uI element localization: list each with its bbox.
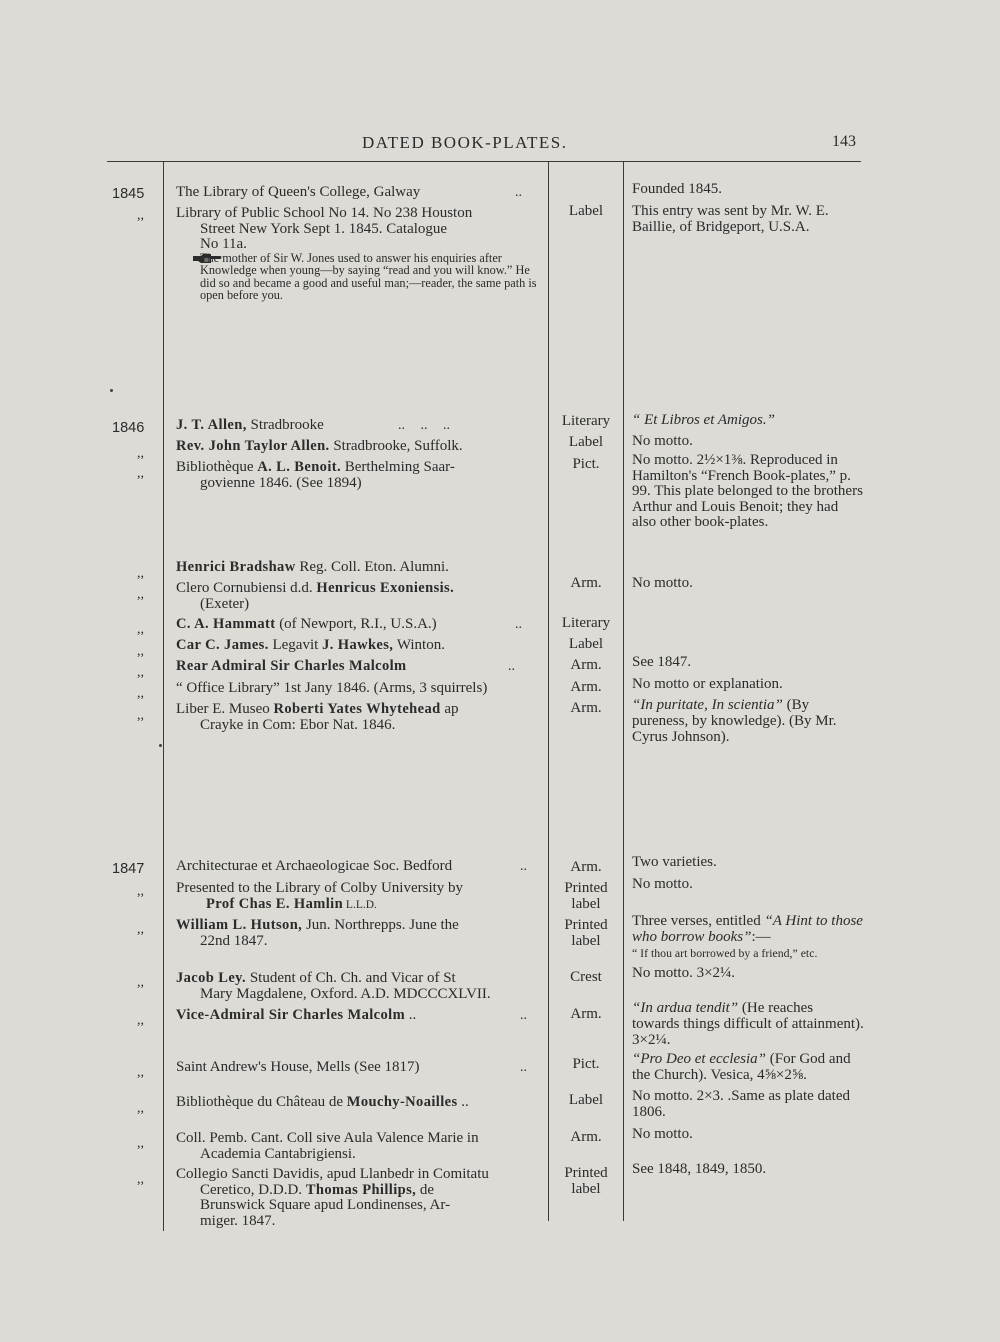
entry-remarks: No motto. 2×3. .Same as plate dated 1806. <box>632 1088 850 1120</box>
entry-description <box>176 918 538 949</box>
entry-text: Winton. <box>393 637 445 653</box>
kind-line: label <box>571 933 601 949</box>
entry-text: Stradbrooke, Suffolk. <box>329 438 463 454</box>
leader-dots: .. <box>520 1060 527 1075</box>
column-divider-remarks <box>623 161 624 1221</box>
entry-text: Berthelming Saar- <box>341 459 455 475</box>
entry-name: Henricus Exoniensis. <box>316 580 455 596</box>
ditto-mark: ,, <box>137 708 144 723</box>
entry-text: Bibliothèque <box>176 459 258 475</box>
leader-dots: .. .. .. <box>398 418 450 433</box>
entry-text: Jun. Northrepps. June the <box>302 917 459 933</box>
entry-text: Ceretico, D.D.D. <box>200 1181 306 1198</box>
desc-line: Street New York Sept 1. 1845. Catalogue <box>200 220 448 237</box>
entry-remarks: Two varieties. <box>632 854 717 870</box>
kind-line: Printed <box>564 917 608 933</box>
entry-remarks: No motto. <box>632 433 693 449</box>
remarks-verse: “ If thou art borrowed by a friend,” etc. <box>632 946 818 960</box>
entry-remarks: This entry was sent by Mr. W. E. Baillie, of Bridgeport, U.S.A. <box>632 203 829 235</box>
entry-kind: Arm. <box>570 657 602 673</box>
entry-kind <box>556 917 616 949</box>
column-divider-year <box>163 161 164 1231</box>
ditto-mark: ,, <box>137 446 144 461</box>
entry-description <box>176 1131 538 1162</box>
footnote: The mother of Sir W. Jones used to answer his enquiries after Knowledge when young—by saying “read and you will know.” He did so and became a good and useful man;—reader, the same path is open before you. <box>200 251 537 303</box>
year-label: 1845 <box>112 186 145 202</box>
ditto-mark: ,, <box>137 1013 144 1028</box>
ditto-mark: ,, <box>137 466 144 481</box>
motto: “Pro Deo et ecclesia” <box>632 1051 766 1067</box>
entry-remarks: No motto. 2½×1⅜. Reproduced in Hamilton's “French Book-plates,” p. 99. This plate belonged to the brothers Arthur and Louis Benoit; they had also other book-plates. <box>632 452 863 531</box>
entry-name: Rear Admiral Sir Charles Malcolm <box>176 658 407 674</box>
entry-text: ap <box>440 701 459 717</box>
entry-description <box>176 881 538 913</box>
entry-description <box>176 206 538 253</box>
entry-kind: Literary <box>561 615 611 631</box>
entry-remarks <box>632 913 864 961</box>
entry-kind: Arm. <box>570 859 602 875</box>
ditto-mark: ,, <box>137 686 144 701</box>
kind-line: label <box>571 896 601 912</box>
ditto-mark: ,, <box>137 644 144 659</box>
ditto-mark: ,, <box>137 1065 144 1080</box>
entry-remarks: No motto. <box>632 876 693 892</box>
desc-line: (Exeter) <box>200 595 250 612</box>
desc-line: Collegio Sancti Davidis, apud Llanbedr in Comitatu <box>176 1166 489 1182</box>
ditto-mark: ,, <box>137 884 144 899</box>
kind-line: Printed <box>564 880 608 896</box>
desc-line: miger. 1847. <box>200 1212 276 1229</box>
entry-remarks <box>632 697 864 745</box>
remarks-text: (By pureness, by knowledge). (By Mr. Cyrus Johnson). <box>632 697 837 745</box>
entry-name: Henrici Bradshaw <box>176 559 296 575</box>
entry-description <box>176 617 538 633</box>
leader-dots: .. <box>515 185 522 200</box>
entry-remarks: Founded 1845. <box>632 181 722 197</box>
entry-description: “ Office Library” 1st Jany 1846. (Arms, 3 squirrels) <box>176 680 488 696</box>
entry-description: Saint Andrew's House, Mells (See 1817) <box>176 1059 420 1075</box>
desc-line: Academia Cantabrigiensi. <box>200 1145 356 1162</box>
remarks-text: (He reaches towards things difficult of attainment). 3×2¼. <box>632 1000 864 1048</box>
kind-line: Printed <box>564 1165 608 1181</box>
desc-line: Brunswick Square apud Londinenses, Ar- <box>200 1197 451 1214</box>
motto: “ Et Libros et Amigos.” <box>632 412 775 428</box>
entry-text: .. <box>457 1094 469 1110</box>
entry-text: Student of Ch. Ch. and Vicar of St <box>246 970 456 986</box>
entry-description <box>176 1095 538 1111</box>
entry-remarks <box>632 1051 864 1083</box>
entry-remarks: No motto. <box>632 1126 693 1142</box>
entry-text: Legavit <box>268 637 323 653</box>
ditto-mark: ,, <box>137 587 144 602</box>
entry-remarks: No motto or explanation. <box>632 676 783 692</box>
entry-name: J. T. Allen, <box>176 417 247 433</box>
entry-description <box>176 560 538 576</box>
leader-dots: .. <box>515 617 522 632</box>
remarks-text: :— <box>751 929 771 945</box>
entry-remarks <box>632 412 864 428</box>
ditto-mark: ,, <box>137 622 144 637</box>
entry-name: Car C. James. <box>176 637 269 653</box>
desc-line: Coll. Pemb. Cant. Coll sive Aula Valence Marie in <box>176 1130 479 1146</box>
ditto-mark: ,, <box>137 1172 144 1187</box>
entry-description <box>176 702 538 733</box>
entry-kind: Arm. <box>570 679 602 695</box>
leader-dots: .. <box>508 659 515 674</box>
leader-dots: .. <box>520 1008 527 1023</box>
entry-kind: Label <box>568 636 604 652</box>
entry-kind: Label <box>568 203 604 219</box>
desc-line: Presented to the Library of Colby University by <box>176 880 464 896</box>
column-divider-kind <box>548 161 549 1221</box>
entry-name: William L. Hutson, <box>176 917 303 933</box>
entry-name: Thomas Phillips, <box>305 1181 417 1198</box>
entry-kind: Arm. <box>570 700 602 716</box>
entry-kind <box>556 880 616 912</box>
desc-line: Library of Public School No 14. No 238 Houston <box>176 205 473 221</box>
entry-text: Bibliothèque du Château de <box>176 1094 347 1110</box>
entry-name: Prof Chas E. Hamlin <box>206 895 344 912</box>
remarks-text: (For God and the Church). Vesica, 4⅝×2⅝. <box>632 1051 851 1083</box>
desc-line: Crayke in Com: Ebor Nat. 1846. <box>200 716 396 733</box>
year-label: 1846 <box>112 420 145 436</box>
entry-name: Jacob Ley. <box>176 970 247 986</box>
entry-name: Rev. John Taylor Allen. <box>176 438 330 454</box>
paper-speck <box>159 744 162 747</box>
entry-remarks: See 1848, 1849, 1850. <box>632 1161 767 1177</box>
entry-description <box>176 439 538 455</box>
entry-name: J. Hawkes, <box>322 637 394 653</box>
entry-text: Stradbrooke <box>246 417 324 433</box>
entry-text: de <box>416 1181 435 1198</box>
ditto-mark: ,, <box>137 566 144 581</box>
ditto-mark: ,, <box>137 1136 144 1151</box>
entry-text: Liber E. Museo <box>176 701 274 717</box>
header-rule <box>107 161 861 162</box>
entry-description <box>176 638 538 654</box>
entry-description <box>176 460 538 491</box>
entry-name: C. A. Hammatt <box>176 616 276 632</box>
entry-remarks: No motto. <box>632 575 693 591</box>
entry-kind: Crest <box>570 969 602 985</box>
entry-kind: Label <box>568 1092 604 1108</box>
entry-description <box>176 1167 538 1229</box>
page-title: DATED BOOK-PLATES. <box>362 133 568 152</box>
entry-text: Reg. Coll. Eton. Alumni. <box>295 559 449 575</box>
entry-kind: Arm. <box>570 1006 602 1022</box>
ditto-mark: ,, <box>137 208 144 223</box>
entry-description <box>176 581 538 612</box>
entry-kind: Pict. <box>572 456 600 472</box>
ditto-mark: ,, <box>137 975 144 990</box>
desc-line: govienne 1846. (See 1894) <box>200 474 362 491</box>
desc-line: Mary Magdalene, Oxford. A.D. MDCCCXLVII. <box>200 985 491 1002</box>
entry-remarks: No motto. 3×2¼. <box>632 965 736 981</box>
entry-description <box>176 659 538 675</box>
entry-kind: Literary <box>561 413 611 429</box>
entry-kind: Arm. <box>570 1129 602 1145</box>
motto: “In puritate, In scientia” <box>632 697 783 713</box>
entry-text: (of Newport, R.I., U.S.A.) <box>275 616 437 632</box>
leader-dots: .. <box>520 859 527 874</box>
entry-name: Roberti Yates Whytehead <box>273 701 441 717</box>
ditto-mark: ,, <box>137 922 144 937</box>
ditto-mark: ,, <box>137 1101 144 1116</box>
desc-line: 22nd 1847. <box>200 932 268 949</box>
entry-description <box>176 1008 538 1024</box>
entry-text: Clero Cornubiensi d.d. <box>176 580 317 596</box>
entry-description: The Library of Queen's College, Galway <box>176 184 421 200</box>
entry-kind <box>556 1165 616 1197</box>
year-label: 1847 <box>112 861 145 877</box>
entry-description: Architecturae et Archaeologicae Soc. Bedford <box>176 858 453 874</box>
entry-kind: Pict. <box>572 1056 600 1072</box>
entry-name: A. L. Benoit. <box>257 459 341 475</box>
entry-name: Mouchy-Noailles <box>346 1094 458 1110</box>
entry-kind: Label <box>568 434 604 450</box>
entry-text: L.L.D. <box>343 898 377 911</box>
remarks-text: Three verses, entitled <box>632 913 765 929</box>
entry-description <box>176 418 538 434</box>
entry-text: .. <box>405 1007 417 1023</box>
entry-name: Vice-Admiral Sir Charles Malcolm <box>176 1007 406 1023</box>
paper-speck <box>110 389 113 392</box>
ditto-mark: ,, <box>137 665 144 680</box>
page-number: 143 <box>832 133 856 150</box>
motto: “In ardua tendit” <box>632 1000 739 1016</box>
motto: “A Hint to those who borrow books” <box>632 913 863 945</box>
entry-remarks: See 1847. <box>632 654 692 670</box>
entry-kind: Arm. <box>570 575 602 591</box>
kind-line: label <box>571 1181 601 1197</box>
entry-remarks <box>632 1000 864 1048</box>
desc-line: No 11a. <box>200 236 247 253</box>
entry-description <box>176 971 538 1002</box>
